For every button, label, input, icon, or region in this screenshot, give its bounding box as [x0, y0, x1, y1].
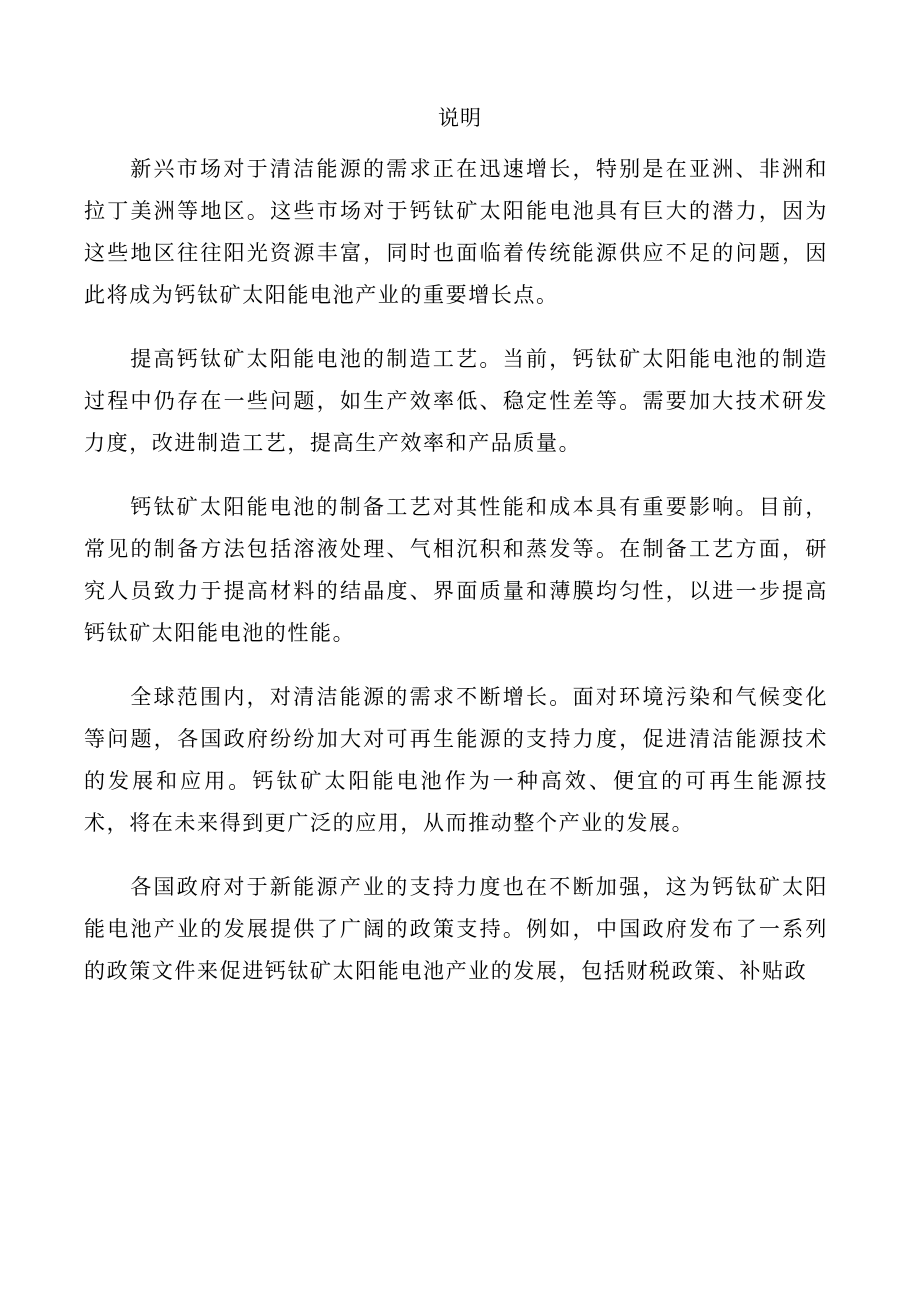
paragraph-2: 提高钙钛矿太阳能电池的制造工艺。当前，钙钛矿太阳能电池的制造过程中仍存在一些问题，如生产效率低、稳定性差等。需要加大技术研发力度，改进制造工艺，提高生产效率和产品质量。 [84, 347, 828, 455]
document-title: 说明 [438, 106, 482, 130]
paragraph-5: 各国政府对于新能源产业的支持力度也在不断加强，这为钙钛矿太阳能电池产业的发展提供了广阔的政策支持。例如，中国政府发布了一系列的政策文件来促进钙钛矿太阳能电池产业的发展，包括财税政策、补贴政 [84, 875, 828, 983]
paragraph-4: 全球范围内，对清洁能源的需求不断增长。面对环境污染和气候变化等问题，各国政府纷纷加大对可再生能源的支持力度，促进清洁能源技术的发展和应用。钙钛矿太阳能电池作为一种高效、便宜的可再生能源技术，将在未来得到更广泛的应用，从而推动整个产业的发展。 [84, 685, 828, 835]
paragraph-1: 新兴市场对于清洁能源的需求正在迅速增长，特别是在亚洲、非洲和拉丁美洲等地区。这些市场对于钙钛矿太阳能电池具有巨大的潜力，因为这些地区往往阳光资源丰富，同时也面临着传统能源供应不足的问题，因此将成为钙钛矿太阳能电池产业的重要增长点。 [84, 157, 828, 307]
document-body [84, 148, 828, 1014]
paragraph-3: 钙钛矿太阳能电池的制备工艺对其性能和成本具有重要影响。目前，常见的制备方法包括溶液处理、气相沉积和蒸发等。在制备工艺方面，研究人员致力于提高材料的结晶度、界面质量和薄膜均匀性，以进一步提高钙钛矿太阳能电池的性能。 [84, 495, 828, 645]
